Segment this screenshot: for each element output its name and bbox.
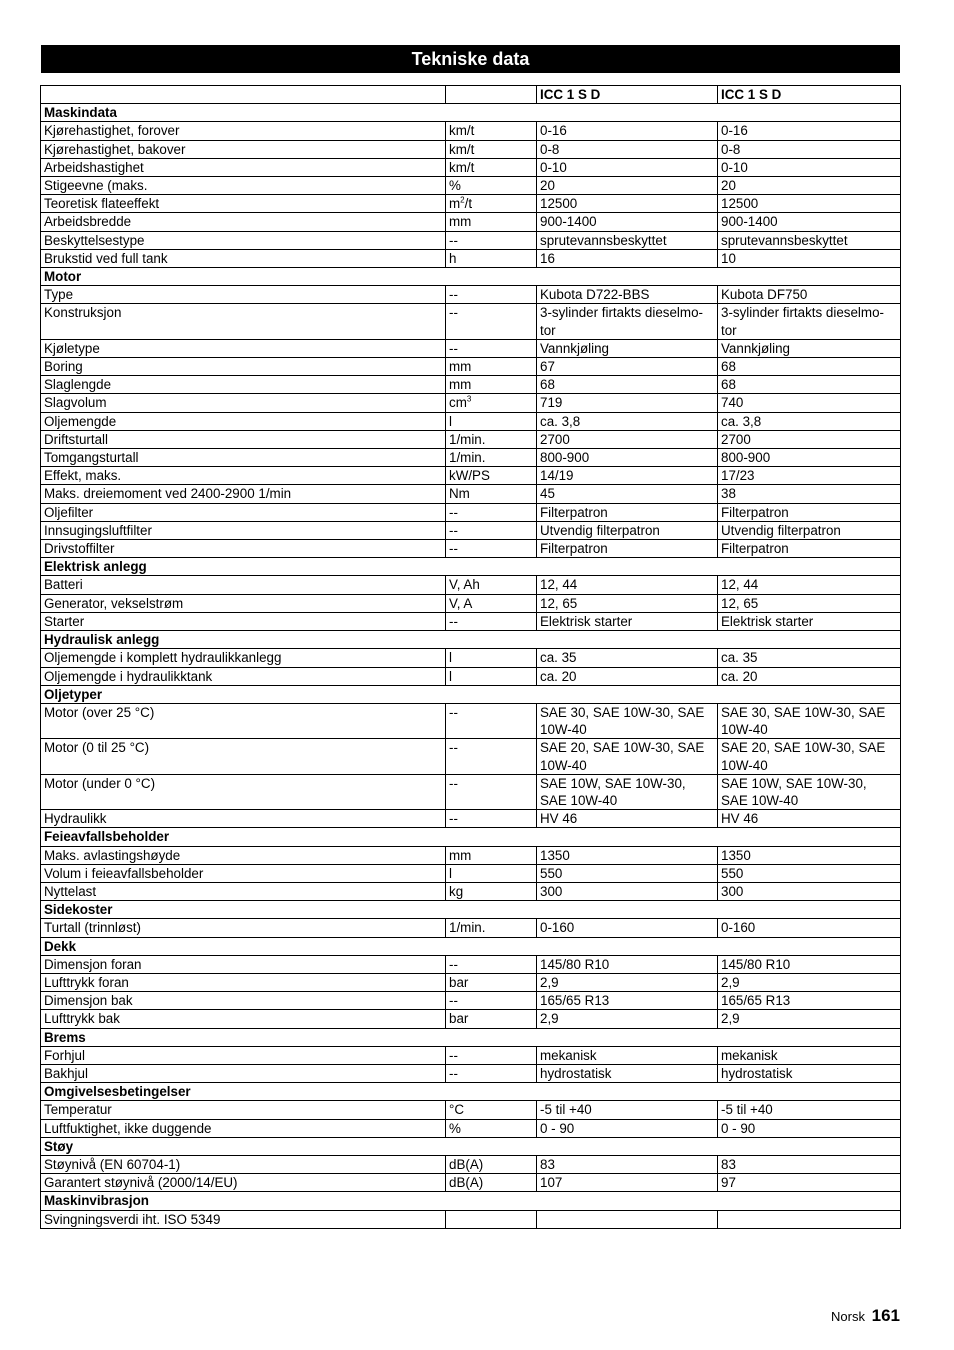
- spec-label: Teoretisk flateeffekt: [41, 195, 446, 213]
- spec-label: Garantert støynivå (2000/14/EU): [41, 1174, 446, 1192]
- spec-unit: --: [446, 739, 537, 774]
- section-row: [41, 937, 901, 955]
- spec-unit: --: [446, 521, 537, 539]
- spec-unit: --: [446, 540, 537, 558]
- section-row: [41, 828, 901, 846]
- spec-unit: km/t: [446, 122, 537, 140]
- value-model-b: 300: [718, 882, 901, 900]
- value-model-b: 0 - 90: [718, 1119, 901, 1137]
- spec-label: Brukstid ved full tank: [41, 249, 446, 267]
- spec-unit: 1/min.: [446, 430, 537, 448]
- table-row: [41, 882, 901, 900]
- spec-label: Motor (0 til 25 °C): [41, 739, 446, 774]
- header-model-b: ICC 1 S D: [718, 86, 901, 104]
- value-model-a: 550: [537, 864, 718, 882]
- spec-unit: --: [446, 612, 537, 630]
- spec-label: Kjørehastighet, forover: [41, 122, 446, 140]
- table-row: [41, 1101, 901, 1119]
- table-row: [41, 612, 901, 630]
- table-header-row: [41, 86, 901, 104]
- spec-unit: --: [446, 703, 537, 738]
- spec-label: Oljefilter: [41, 503, 446, 521]
- value-model-b: Kubota DF750: [718, 286, 901, 304]
- value-model-b: 800-900: [718, 449, 901, 467]
- table-row: [41, 521, 901, 539]
- spec-label: Motor (over 25 °C): [41, 703, 446, 738]
- page-footer: [831, 1306, 900, 1326]
- value-model-b: 165/65 R13: [718, 992, 901, 1010]
- section-row: [41, 104, 901, 122]
- spec-unit: Nm: [446, 485, 537, 503]
- value-model-a: 2,9: [537, 1010, 718, 1028]
- table-row: [41, 739, 901, 774]
- table-row: [41, 992, 901, 1010]
- value-model-b: sprutevannsbeskyttet: [718, 231, 901, 249]
- value-model-b: 0-160: [718, 919, 901, 937]
- table-row: [41, 576, 901, 594]
- value-model-a: 67: [537, 358, 718, 376]
- spec-unit: mm: [446, 376, 537, 394]
- spec-unit: °C: [446, 1101, 537, 1119]
- value-model-b: SAE 10W, SAE 10W-30, SAE 10W-40: [718, 774, 901, 809]
- table-row: [41, 864, 901, 882]
- table-row: [41, 304, 901, 339]
- table-row: [41, 286, 901, 304]
- value-model-b: 68: [718, 376, 901, 394]
- spec-unit: kW/PS: [446, 467, 537, 485]
- value-model-a: 12, 65: [537, 594, 718, 612]
- spec-label: Konstruksjon: [41, 304, 446, 339]
- spec-label: Dimensjon bak: [41, 992, 446, 1010]
- value-model-a: 165/65 R13: [537, 992, 718, 1010]
- value-model-b: [718, 1210, 901, 1228]
- value-model-a: 300: [537, 882, 718, 900]
- spec-unit: --: [446, 955, 537, 973]
- value-model-a: 900-1400: [537, 213, 718, 231]
- table-row: [41, 1010, 901, 1028]
- header-spec: [41, 86, 446, 104]
- section-row: [41, 1192, 901, 1210]
- value-model-b: 38: [718, 485, 901, 503]
- value-model-a: sprutevannsbeskyttet: [537, 231, 718, 249]
- table-row: [41, 467, 901, 485]
- value-model-a: [537, 1210, 718, 1228]
- value-model-a: Elektrisk starter: [537, 612, 718, 630]
- spec-unit: --: [446, 503, 537, 521]
- table-row: [41, 1046, 901, 1064]
- table-row: [41, 213, 901, 231]
- value-model-b: 20: [718, 177, 901, 195]
- table-row: [41, 122, 901, 140]
- spec-unit: --: [446, 231, 537, 249]
- value-model-b: Filterpatron: [718, 540, 901, 558]
- table-row: [41, 158, 901, 176]
- spec-unit: $m^2/t$: [446, 195, 537, 213]
- value-model-b: 0-8: [718, 140, 901, 158]
- table-row: [41, 412, 901, 430]
- value-model-a: SAE 20, SAE 10W-30, SAE 10W-40: [537, 739, 718, 774]
- value-model-b: 2,9: [718, 1010, 901, 1028]
- value-model-a: ca. 3,8: [537, 412, 718, 430]
- spec-label: Effekt, maks.: [41, 467, 446, 485]
- section-heading: Elektrisk anlegg: [41, 558, 901, 576]
- section-row: [41, 268, 901, 286]
- value-model-a: 45: [537, 485, 718, 503]
- spec-unit: [446, 1210, 537, 1228]
- section-row: [41, 685, 901, 703]
- value-model-b: Utvendig filterpatron: [718, 521, 901, 539]
- spec-label: Kjørehastighet, bakover: [41, 140, 446, 158]
- spec-unit: km/t: [446, 140, 537, 158]
- spec-unit: mm: [446, 213, 537, 231]
- table-row: [41, 195, 901, 213]
- spec-label: Volum i feieavfallsbeholder: [41, 864, 446, 882]
- value-model-b: 12500: [718, 195, 901, 213]
- table-row: [41, 449, 901, 467]
- spec-unit: 1/min.: [446, 919, 537, 937]
- value-model-b: 10: [718, 249, 901, 267]
- spec-unit: bar: [446, 1010, 537, 1028]
- table-row: [41, 394, 901, 412]
- value-model-a: -5 til +40: [537, 1101, 718, 1119]
- page-title: Tekniske data: [41, 45, 900, 73]
- spec-unit: l: [446, 412, 537, 430]
- table-row: [41, 540, 901, 558]
- table-row: [41, 774, 901, 809]
- spec-label: Oljemengde i hydraulikktank: [41, 667, 446, 685]
- value-model-b: 2,9: [718, 973, 901, 991]
- spec-unit: l: [446, 667, 537, 685]
- spec-label: Svingningsverdi iht. ISO 5349: [41, 1210, 446, 1228]
- spec-label: Bakhjul: [41, 1064, 446, 1082]
- table-row: [41, 810, 901, 828]
- value-model-b: -5 til +40: [718, 1101, 901, 1119]
- spec-label: Tomgangsturtall: [41, 449, 446, 467]
- spec-label: Dimensjon foran: [41, 955, 446, 973]
- spec-label: Oljemengde i komplett hydraulikkanlegg: [41, 649, 446, 667]
- value-model-a: 800-900: [537, 449, 718, 467]
- spec-label: Boring: [41, 358, 446, 376]
- value-model-a: mekanisk: [537, 1046, 718, 1064]
- value-model-a: Vannkjøling: [537, 339, 718, 357]
- value-model-b: 3-sylinder firtakts dieselmo- tor: [718, 304, 901, 339]
- section-heading: Oljetyper: [41, 685, 901, 703]
- section-row: [41, 558, 901, 576]
- value-model-b: ca. 3,8: [718, 412, 901, 430]
- value-model-b: 550: [718, 864, 901, 882]
- spec-label: Drivstoffilter: [41, 540, 446, 558]
- spec-unit: kg: [446, 882, 537, 900]
- spec-label: Luftfuktighet, ikke duggende: [41, 1119, 446, 1137]
- spec-label: Beskyttelsestype: [41, 231, 446, 249]
- spec-label: Stigeevne (maks.: [41, 177, 446, 195]
- spec-unit: l: [446, 649, 537, 667]
- spec-unit: --: [446, 774, 537, 809]
- value-model-a: Utvendig filterpatron: [537, 521, 718, 539]
- spec-label: Temperatur: [41, 1101, 446, 1119]
- value-model-a: 14/19: [537, 467, 718, 485]
- table-row: [41, 503, 901, 521]
- spec-unit: %: [446, 1119, 537, 1137]
- section-heading: Maskindata: [41, 104, 901, 122]
- value-model-a: Filterpatron: [537, 540, 718, 558]
- value-model-a: 0-10: [537, 158, 718, 176]
- value-model-b: Elektrisk starter: [718, 612, 901, 630]
- table-row: [41, 1119, 901, 1137]
- table-row: [41, 955, 901, 973]
- value-model-a: Filterpatron: [537, 503, 718, 521]
- section-heading: Dekk: [41, 937, 901, 955]
- spec-unit: --: [446, 992, 537, 1010]
- spec-label: Lufttrykk bak: [41, 1010, 446, 1028]
- spec-unit: bar: [446, 973, 537, 991]
- value-model-b: 83: [718, 1155, 901, 1173]
- header-unit: [446, 86, 537, 104]
- spec-label: Nyttelast: [41, 882, 446, 900]
- spec-unit: V, A: [446, 594, 537, 612]
- value-model-b: Vannkjøling: [718, 339, 901, 357]
- spec-label: Slagvolum: [41, 394, 446, 412]
- section-heading: Brems: [41, 1028, 901, 1046]
- spec-unit: --: [446, 810, 537, 828]
- spec-label: Slaglengde: [41, 376, 446, 394]
- spec-label: Generator, vekselstrøm: [41, 594, 446, 612]
- value-model-a: 107: [537, 1174, 718, 1192]
- section-row: [41, 901, 901, 919]
- value-model-a: 83: [537, 1155, 718, 1173]
- spec-label: Hydraulikk: [41, 810, 446, 828]
- value-model-a: ca. 35: [537, 649, 718, 667]
- value-model-a: SAE 30, SAE 10W-30, SAE 10W-40: [537, 703, 718, 738]
- value-model-b: 17/23: [718, 467, 901, 485]
- value-model-b: 2700: [718, 430, 901, 448]
- page-number: 161: [871, 1306, 900, 1325]
- spec-label: Motor (under 0 °C): [41, 774, 446, 809]
- spec-unit: $cm^3$: [446, 394, 537, 412]
- value-model-b: ca. 35: [718, 649, 901, 667]
- table-row: [41, 973, 901, 991]
- spec-label: Turtall (trinnløst): [41, 919, 446, 937]
- section-row: [41, 1137, 901, 1155]
- spec-unit: --: [446, 1064, 537, 1082]
- table-row: [41, 919, 901, 937]
- spec-label: Arbeidsbredde: [41, 213, 446, 231]
- spec-unit: l: [446, 864, 537, 882]
- spec-unit: --: [446, 1046, 537, 1064]
- technical-data-table: [40, 85, 901, 1229]
- section-heading: Hydraulisk anlegg: [41, 631, 901, 649]
- value-model-a: ca. 20: [537, 667, 718, 685]
- section-heading: Støy: [41, 1137, 901, 1155]
- spec-label: Støynivå (EN 60704-1): [41, 1155, 446, 1173]
- table-row: [41, 339, 901, 357]
- value-model-a: 0-16: [537, 122, 718, 140]
- value-model-a: 2700: [537, 430, 718, 448]
- spec-unit: dB(A): [446, 1174, 537, 1192]
- value-model-a: 3-sylinder firtakts dieselmo- tor: [537, 304, 718, 339]
- spec-unit: --: [446, 339, 537, 357]
- value-model-a: 68: [537, 376, 718, 394]
- value-model-b: 0-16: [718, 122, 901, 140]
- value-model-b: ca. 20: [718, 667, 901, 685]
- value-model-a: 0-160: [537, 919, 718, 937]
- section-heading: Feieavfallsbeholder: [41, 828, 901, 846]
- section-heading: Omgivelsesbetingelser: [41, 1083, 901, 1101]
- table-body: [41, 104, 901, 1229]
- value-model-a: 0 - 90: [537, 1119, 718, 1137]
- spec-label: Starter: [41, 612, 446, 630]
- section-row: [41, 1083, 901, 1101]
- table-row: [41, 846, 901, 864]
- value-model-b: hydrostatisk: [718, 1064, 901, 1082]
- table-row: [41, 485, 901, 503]
- spec-unit: %: [446, 177, 537, 195]
- spec-unit: V, Ah: [446, 576, 537, 594]
- spec-label: Arbeidshastighet: [41, 158, 446, 176]
- value-model-b: SAE 20, SAE 10W-30, SAE 10W-40: [718, 739, 901, 774]
- value-model-a: SAE 10W, SAE 10W-30, SAE 10W-40: [537, 774, 718, 809]
- spec-unit: --: [446, 304, 537, 339]
- value-model-a: 0-8: [537, 140, 718, 158]
- table-row: [41, 1064, 901, 1082]
- value-model-b: mekanisk: [718, 1046, 901, 1064]
- section-row: [41, 1028, 901, 1046]
- spec-unit: dB(A): [446, 1155, 537, 1173]
- value-model-a: 145/80 R10: [537, 955, 718, 973]
- section-heading: Maskinvibrasjon: [41, 1192, 901, 1210]
- table-row: [41, 594, 901, 612]
- spec-label: Lufttrykk foran: [41, 973, 446, 991]
- spec-label: Maks. dreiemoment ved 2400-2900 1/min: [41, 485, 446, 503]
- table-row: [41, 1174, 901, 1192]
- value-model-b: 12, 44: [718, 576, 901, 594]
- value-model-b: 12, 65: [718, 594, 901, 612]
- table-row: [41, 231, 901, 249]
- spec-unit: mm: [446, 846, 537, 864]
- spec-label: Kjøletype: [41, 339, 446, 357]
- value-model-b: 145/80 R10: [718, 955, 901, 973]
- value-model-a: 20: [537, 177, 718, 195]
- table-row: [41, 430, 901, 448]
- spec-label: Maks. avlastingshøyde: [41, 846, 446, 864]
- value-model-b: 1350: [718, 846, 901, 864]
- spec-unit: --: [446, 286, 537, 304]
- value-model-a: 12, 44: [537, 576, 718, 594]
- header-model-a: ICC 1 S D: [537, 86, 718, 104]
- spec-label: Type: [41, 286, 446, 304]
- value-model-a: 1350: [537, 846, 718, 864]
- table-row: [41, 249, 901, 267]
- spec-label: Oljemengde: [41, 412, 446, 430]
- spec-label: Driftsturtall: [41, 430, 446, 448]
- value-model-b: 68: [718, 358, 901, 376]
- value-model-b: 900-1400: [718, 213, 901, 231]
- spec-label: Forhjul: [41, 1046, 446, 1064]
- table-row: [41, 703, 901, 738]
- spec-unit: mm: [446, 358, 537, 376]
- spec-unit: h: [446, 249, 537, 267]
- spec-unit: 1/min.: [446, 449, 537, 467]
- table-row: [41, 1210, 901, 1228]
- table-row: [41, 376, 901, 394]
- value-model-a: 16: [537, 249, 718, 267]
- value-model-a: 12500: [537, 195, 718, 213]
- value-model-a: Kubota D722-BBS: [537, 286, 718, 304]
- table-row: [41, 177, 901, 195]
- value-model-a: hydrostatisk: [537, 1064, 718, 1082]
- value-model-a: HV 46: [537, 810, 718, 828]
- spec-unit: km/t: [446, 158, 537, 176]
- value-model-b: 0-10: [718, 158, 901, 176]
- table-row: [41, 649, 901, 667]
- section-heading: Motor: [41, 268, 901, 286]
- value-model-a: 719: [537, 394, 718, 412]
- value-model-b: 740: [718, 394, 901, 412]
- value-model-b: HV 46: [718, 810, 901, 828]
- table-row: [41, 1155, 901, 1173]
- value-model-b: 97: [718, 1174, 901, 1192]
- table-row: [41, 140, 901, 158]
- spec-label: Innsugingsluftfilter: [41, 521, 446, 539]
- section-row: [41, 631, 901, 649]
- value-model-b: SAE 30, SAE 10W-30, SAE 10W-40: [718, 703, 901, 738]
- table-row: [41, 667, 901, 685]
- spec-label: Batteri: [41, 576, 446, 594]
- table-row: [41, 358, 901, 376]
- section-heading: Sidekoster: [41, 901, 901, 919]
- value-model-a: 2,9: [537, 973, 718, 991]
- value-model-b: Filterpatron: [718, 503, 901, 521]
- footer-language: Norsk: [831, 1309, 865, 1324]
